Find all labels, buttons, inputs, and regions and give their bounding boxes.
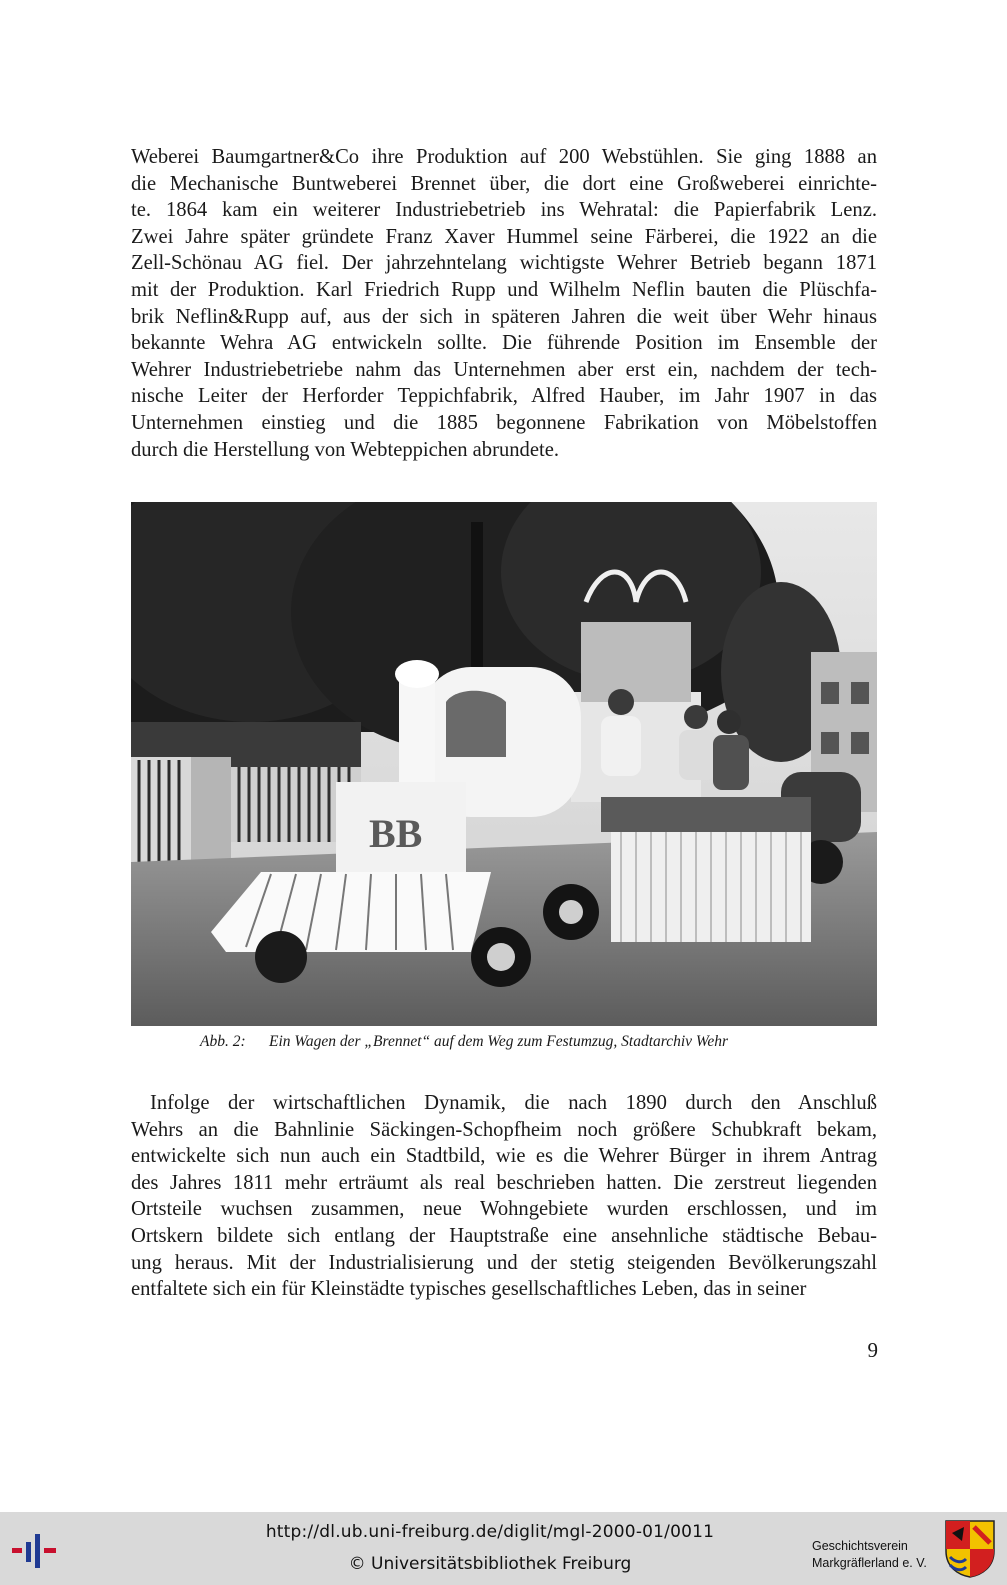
text-line: die Mechanische Buntweberei Brennet über, die dort eine Großweberei einrichte- xyxy=(131,172,877,195)
text-line: mit der Produktion. Karl Friedrich Rupp und Wilhelm Neflin bauten die Plüschfa- xyxy=(131,278,877,301)
caption-text: Ein Wagen der „Brennet“ auf dem Weg zum Festumzug, Stadtarchiv Wehr xyxy=(269,1033,729,1050)
text-line: entfaltete sich ein für Kleinstädte typisches gesellschaftliches Leben, das in seiner xyxy=(131,1278,807,1301)
footer-bar xyxy=(0,1512,1007,1585)
text-line: Ortskern bildete sich entlang der Hauptstraße eine ansehnliche städtische Bebau- xyxy=(131,1224,877,1247)
page-number: 9 xyxy=(867,1338,878,1362)
society-line-1: Geschichtsverein xyxy=(812,1539,908,1553)
text-line: Weberei Baumgartner&Co ihre Produktion auf 200 Webstühlen. Sie ging 1888 an xyxy=(131,146,877,168)
paragraph-1 xyxy=(131,144,877,463)
society-line-2: Markgräflerland e. V. xyxy=(812,1556,927,1570)
paragraph-2 xyxy=(131,1090,877,1303)
text-line: brik Neflin&Rupp auf, aus der sich in späteren Jahren die weit über Wehr hinaus xyxy=(131,305,877,328)
source-url-link[interactable]: http://dl.ub.uni-freiburg.de/diglit/mgl-2000-01/0011 xyxy=(265,1522,715,1542)
text-line: entwickelte sich nun auch ein Stadtbild, wie es die Wehrer Bürger in ihrem Antrag xyxy=(131,1145,877,1168)
society-name[interactable] xyxy=(812,1538,942,1572)
text-line: Unternehmen einstieg und die 1885 begonnene Fabrikation von Möbelstoffen xyxy=(131,411,877,434)
text-line: Infolge der wirtschaftlichen Dynamik, die nach 1890 durch den Anschluß xyxy=(150,1092,877,1114)
caption-label: Abb. 2: xyxy=(200,1033,246,1050)
text-line: Wehrer Industriebetriebe nahm das Unternehmen aber erst ein, nachdem der tech- xyxy=(131,358,877,381)
figure-photo xyxy=(131,502,877,1026)
text-line: des Jahres 1811 mehr erträumt als real beschrieben hatten. Die zerstreut liegenden xyxy=(131,1171,877,1194)
text-line: Zwei Jahre später gründete Franz Xaver Hummel seine Färberei, die 1922 an die xyxy=(131,225,877,248)
figure-caption xyxy=(200,1032,820,1052)
text-line: bekannte Wehra AG entwickeln sollte. Die führende Position im Ensemble der xyxy=(131,332,877,355)
text-line: te. 1864 kam ein weiterer Industriebetrieb ins Wehratal: die Papierfabrik Lenz. xyxy=(131,199,877,222)
text-line: nische Leiter der Herforder Teppichfabrik, Alfred Hauber, im Jahr 1907 in das xyxy=(131,385,877,408)
text-line: Ortsteile wuchsen zusammen, neue Wohngebiete wurden erschlossen, und im xyxy=(131,1198,877,1221)
text-line: durch die Herstellung von Webteppichen abrundete. xyxy=(131,438,560,461)
copyright-text: © Universitätsbibliothek Freiburg xyxy=(348,1554,632,1574)
parade-float-photo xyxy=(131,502,877,1026)
ub-logo-icon[interactable] xyxy=(10,1530,66,1570)
text-line: Wehrs an die Bahnlinie Säckingen-Schopfheim noch größere Schubkraft bekam, xyxy=(131,1118,877,1141)
coat-of-arms-icon[interactable] xyxy=(944,1519,996,1579)
text-line: ung heraus. Mit der Industrialisierung und der stetig steigenden Bevölkerungszahl xyxy=(131,1251,877,1274)
text-line: Zell-Schönau AG fiel. Der jahrzehntelang wichtigste Wehrer Betrieb begann 1871 xyxy=(131,252,877,275)
float-logo-text: BB xyxy=(369,811,423,856)
